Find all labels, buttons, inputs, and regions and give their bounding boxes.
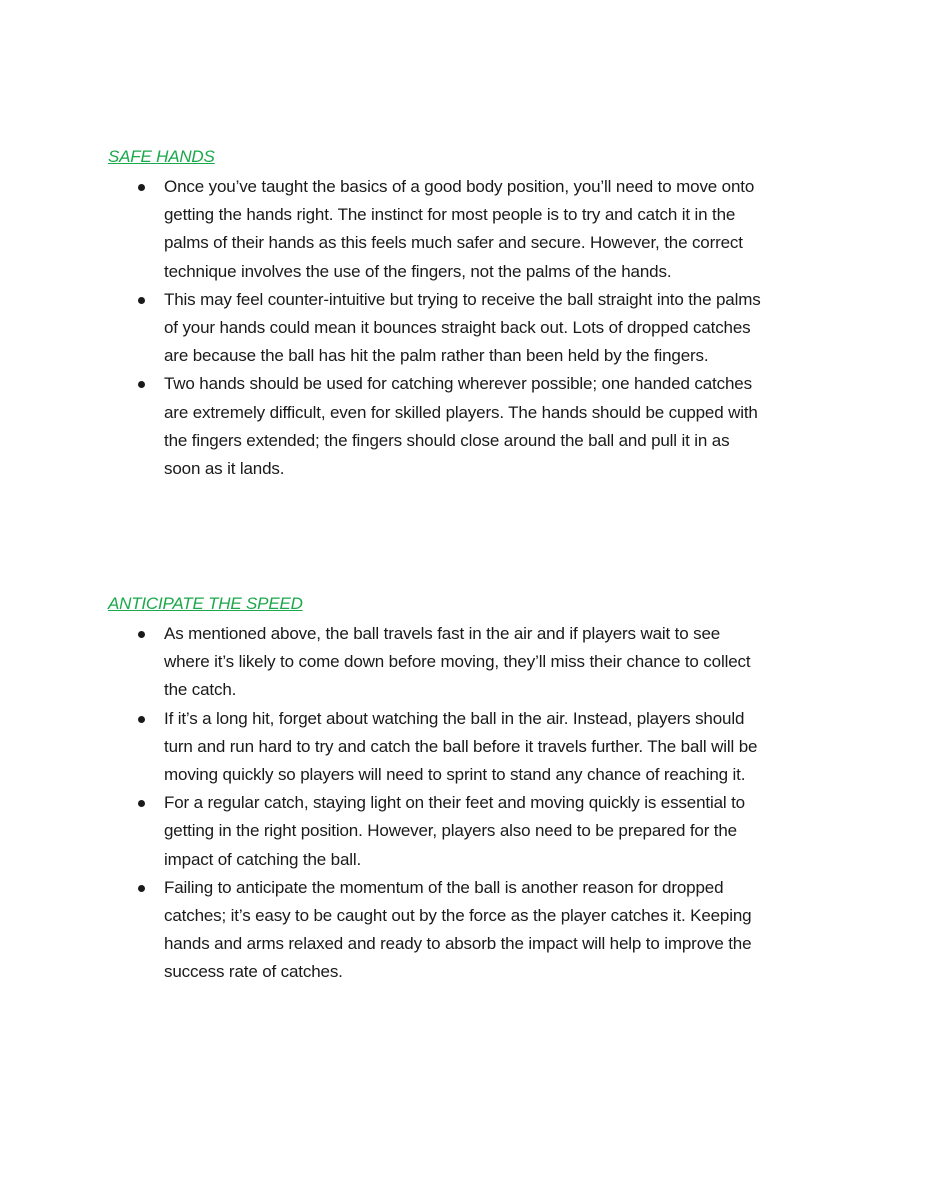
bullet-text: As mentioned above, the ball travels fast in the air and if players wait to see where it’s likely to come down before moving, they’ll miss their chance to collect the catch. — [164, 624, 751, 700]
bullet-dot-icon — [138, 184, 145, 191]
bullet-dot-icon — [138, 297, 145, 304]
bullet-text: Two hands should be used for catching wherever possible; one handed catches are extremely difficult, even for skilled players. The hands should be cupped with the fingers extended; the fingers should close around the ball and pull it in as soon as it lands. — [164, 374, 758, 479]
bullet-item — [108, 705, 764, 790]
bullet-text: For a regular catch, staying light on their feet and moving quickly is essential to getting in the right position. However, players also need to be prepared for the impact of catching the ball. — [164, 793, 745, 869]
bullet-item — [108, 789, 764, 874]
bullet-dot-icon — [138, 800, 145, 807]
bullet-dot-icon — [138, 716, 145, 723]
bullet-item — [108, 874, 764, 987]
section-safe-hands — [108, 145, 828, 483]
bullet-dot-icon — [138, 631, 145, 638]
section-heading: SAFE HANDS — [108, 147, 215, 166]
section-heading: ANTICIPATE THE SPEED — [108, 594, 303, 613]
bullet-text: Once you’ve taught the basics of a good body position, you’ll need to move onto getting the hands right. The instinct for most people is to try and catch it in the palms of their hands as this feels much safer and secure. However, the correct technique involves the use of the fingers, not the palms of the hands. — [164, 177, 755, 281]
bullet-dot-icon — [138, 885, 145, 892]
bullet-text: This may feel counter-intuitive but trying to receive the ball straight into the palms of your hands could mean it bounces straight back out. Lots of dropped catches are because the ball has hit the palm rather than been held by the fingers. — [164, 289, 761, 366]
bullet-dot-icon — [138, 381, 145, 388]
bullet-item — [108, 286, 764, 371]
section-anticipate-the-speed — [108, 592, 828, 987]
bullet-text: If it’s a long hit, forget about watching the ball in the air. Instead, players should turn and run hard to try and catch the ball before it travels further. The ball will be moving quickly so players will need to sprint to stand any chance of reaching it. — [164, 708, 758, 785]
bullet-text: Failing to anticipate the momentum of the ball is another reason for dropped catches; it’s easy to be caught out by the force as the player catches it. Keeping hands and arms relaxed and ready to absorb the impact will help to improve the success rate of catches. — [164, 877, 752, 982]
bullet-item — [108, 370, 764, 483]
bullet-item — [108, 620, 764, 705]
bullet-item — [108, 173, 764, 286]
bullet-list — [108, 173, 828, 483]
bullet-list — [108, 620, 828, 987]
